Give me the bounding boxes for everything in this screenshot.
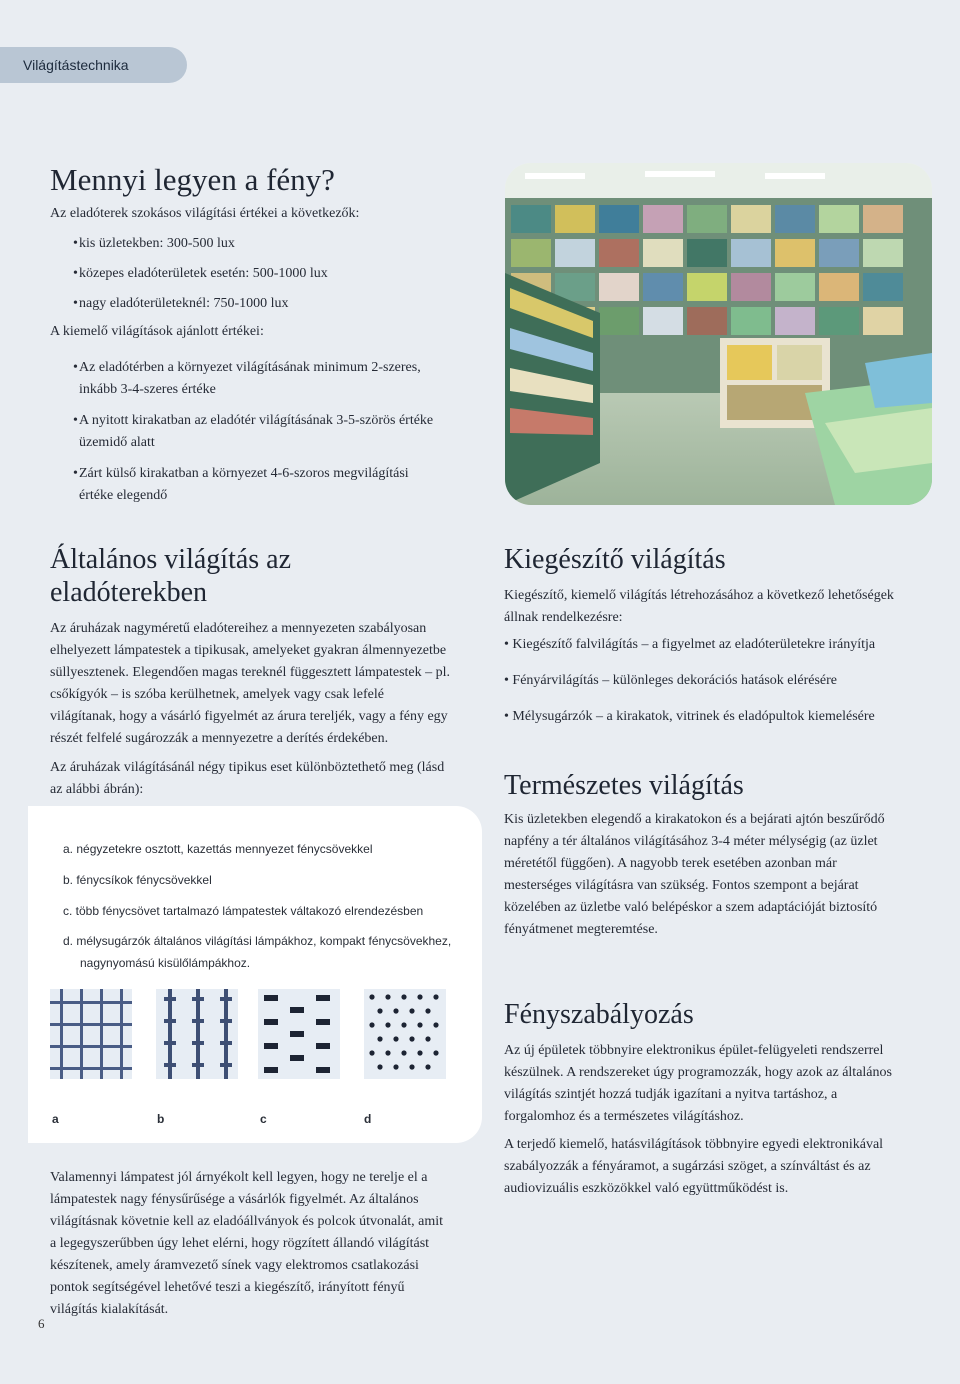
accent-item	[50, 463, 490, 507]
general-title	[50, 543, 291, 609]
lux-value-item: • kis üzletekben: 300-500 lux	[50, 233, 470, 255]
accent-item	[50, 357, 490, 401]
intro-title: Mennyi legyen a fény?	[50, 162, 335, 197]
text-line: forgalomhoz és a természetes világításhoz.	[504, 1109, 744, 1124]
control-title: Fényszabályozás	[504, 999, 694, 1030]
supplementary-item: • Kiegészítő falvilágítás – a figyelmet az eladóterületekre irányítja	[504, 637, 876, 652]
text-line: Valamennyi lámpatest jól árnyékolt kell legyen, hogy ne terelje el a	[50, 1170, 428, 1185]
figure-item-c: c. több fénycsövet tartalmazó lámpatestek váltakozó elrendezésben	[63, 904, 424, 918]
accent-item-line: Zárt külső kirakatban a környezet 4-6-szoros megvilágítási	[79, 466, 409, 481]
text-line: a legegyszerűbben úgy lehet elérni, hogy rögzített állandó világítást	[50, 1236, 430, 1251]
pattern-a-grid	[50, 989, 132, 1079]
general-title-line: Általános világítás az	[50, 544, 292, 575]
text-line: szabályozzák a fényáramot, a sugárzási szöget, a színváltást és az	[504, 1159, 871, 1174]
text-line: állnak rendelkezésre:	[504, 610, 623, 625]
accent-values-list	[50, 357, 490, 507]
text-line: Az áruházak világításánál négy tipikus eset különböztethető meg (lásd	[50, 760, 445, 775]
supplementary-title: Kiegészítő világítás	[504, 544, 726, 575]
supplementary-item: • Mélysugárzók – a kirakatok, vitrinek és eladópultok kiemelésére	[504, 709, 875, 724]
accent-item-line: Az eladótérben a környezet világításának minimum 2-szeres,	[79, 360, 421, 375]
text-line: világításnak követnie kell az eladóállványok és polcok útvonalát, amit	[50, 1214, 444, 1229]
accent-item-line: inkább 3-4-szeres értéke	[79, 382, 216, 397]
accent-item-line: üzemidő alatt	[79, 435, 155, 450]
store-photo	[505, 163, 932, 505]
pattern-label-c: c	[260, 1112, 267, 1126]
text-line: az alábbi ábrán):	[50, 782, 144, 797]
text-line: készülnek. A rendszereket úgy programozzák, hogy azok az általános	[504, 1065, 892, 1080]
text-line: Az új épületek többnyire elektronikus épület-felügyeleti rendszerrel	[504, 1043, 884, 1058]
natural-title: Természetes világítás	[504, 770, 744, 801]
pattern-b-strips	[156, 989, 238, 1079]
text-line: Kiegészítő, kiemelő világítás létrehozásához a következő lehetőségek	[504, 588, 894, 603]
general-title-line: eladóterekben	[50, 577, 208, 608]
text-line: süllyesztenek. Elegendően magas tereknél függesztett lámpatestek – pl.	[50, 665, 451, 680]
accent-lead: A kiemelő világítások ajánlott értékei:	[50, 324, 264, 339]
text-line: közelében az üzletbe való belépéskor a szem adaptációját biztosító	[504, 900, 878, 915]
text-line: világítanak, hogy a vásárló figyelmét az árura tereljék, vagy a fény egy	[50, 709, 448, 724]
text-line: audiovizuális eszközökkel való együttműködést is.	[504, 1181, 789, 1196]
control-paragraph-1	[504, 1040, 934, 1128]
figure-item-d-cont: nagynyomású kisülőlámpákhoz.	[80, 956, 251, 970]
pattern-c-alternating	[258, 989, 340, 1079]
text-line: csőkígyók – is szóba kerülhetnek, amelyek vagy csak lefelé	[50, 687, 384, 702]
supplementary-lead	[504, 585, 934, 629]
lux-value-item: • közepes eladóterületek esetén: 500-1000 lux	[50, 263, 470, 285]
text-line: méretétől függően). A nagyobb terek esetében azonban már	[504, 856, 837, 871]
text-line: mesterséges világításra van szükség. Fontos szempont a bejárat	[504, 878, 859, 893]
text-line: Az áruházak nagyméretű eladótereihez a mennyezeten szabályosan	[50, 621, 427, 636]
text-line: világítás kialakítását.	[50, 1302, 169, 1317]
general-paragraph-3	[50, 1167, 480, 1321]
lux-values-list	[50, 233, 470, 315]
text-line: lámpatestek nagy fénysűrűsége a vásárlók figyelmét. Az általános	[50, 1192, 419, 1207]
intro-lead: Az eladóterek szokásos világítási értékei a következők:	[50, 206, 360, 221]
figure-item-a: a. négyzetekre osztott, kazettás mennyezet fénycsövekkel	[63, 842, 373, 856]
figure-item-b: b. fénycsíkok fénycsövekkel	[63, 873, 212, 887]
natural-paragraph	[504, 809, 934, 941]
text-line: világítás szintjét hozzá tudják igazítani a nyitva tartáshoz, a	[504, 1087, 838, 1102]
store-shelves-illustration	[505, 163, 932, 505]
control-paragraph-2	[504, 1134, 934, 1200]
accent-item-line: A nyitott kirakatban az eladótér világításának 3-5-szörös értéke	[79, 413, 434, 428]
text-line: fényátmenet megteremtése.	[504, 922, 658, 937]
supplementary-item: • Fényárvilágítás – különleges dekorációs hatások elérésére	[504, 673, 838, 688]
supplementary-list	[504, 634, 934, 742]
text-line: Kis üzletekben elegendő a kirakatokon és a bejárati ajtón beszűrődő	[504, 812, 885, 827]
text-line: készítenek, amely áramvezető sínek vagy elektromos csatlakozási	[50, 1258, 419, 1273]
general-paragraph-2	[50, 757, 480, 801]
text-line: A terjedő kiemelő, hatásvilágítások többnyire egyedi elektronikával	[504, 1137, 884, 1152]
accent-item	[50, 410, 490, 454]
figure-item-d: d. mélysugárzók általános világítási lámpákhoz, kompakt fénycsövekhez,	[63, 934, 452, 948]
section-tab: Világítástechnika	[0, 47, 187, 83]
text-line: elhelyezett lámpatestek a tipikusak, amelyeket gyakran álmennyezetbe	[50, 643, 447, 658]
pattern-d-dots	[364, 989, 446, 1079]
general-paragraph-1	[50, 618, 480, 750]
pattern-label-a: a	[52, 1112, 59, 1126]
text-line: pontok segítségével lehetővé teszi a kiegészítő, irányított fényű	[50, 1280, 405, 1295]
pattern-label-d: d	[364, 1112, 372, 1126]
pattern-label-b: b	[157, 1112, 165, 1126]
text-line: részét felfelé sugározzák a mennyezetre a derítés érdekében.	[50, 731, 389, 746]
text-line: napfény a tér általános világításához 3-4 méter mélységig (az üzlet	[504, 834, 878, 849]
lux-value-item: • nagy eladóterületeknél: 750-1000 lux	[50, 293, 470, 315]
page-number: 6	[38, 1316, 45, 1331]
accent-item-line: értéke elegendő	[79, 488, 168, 503]
